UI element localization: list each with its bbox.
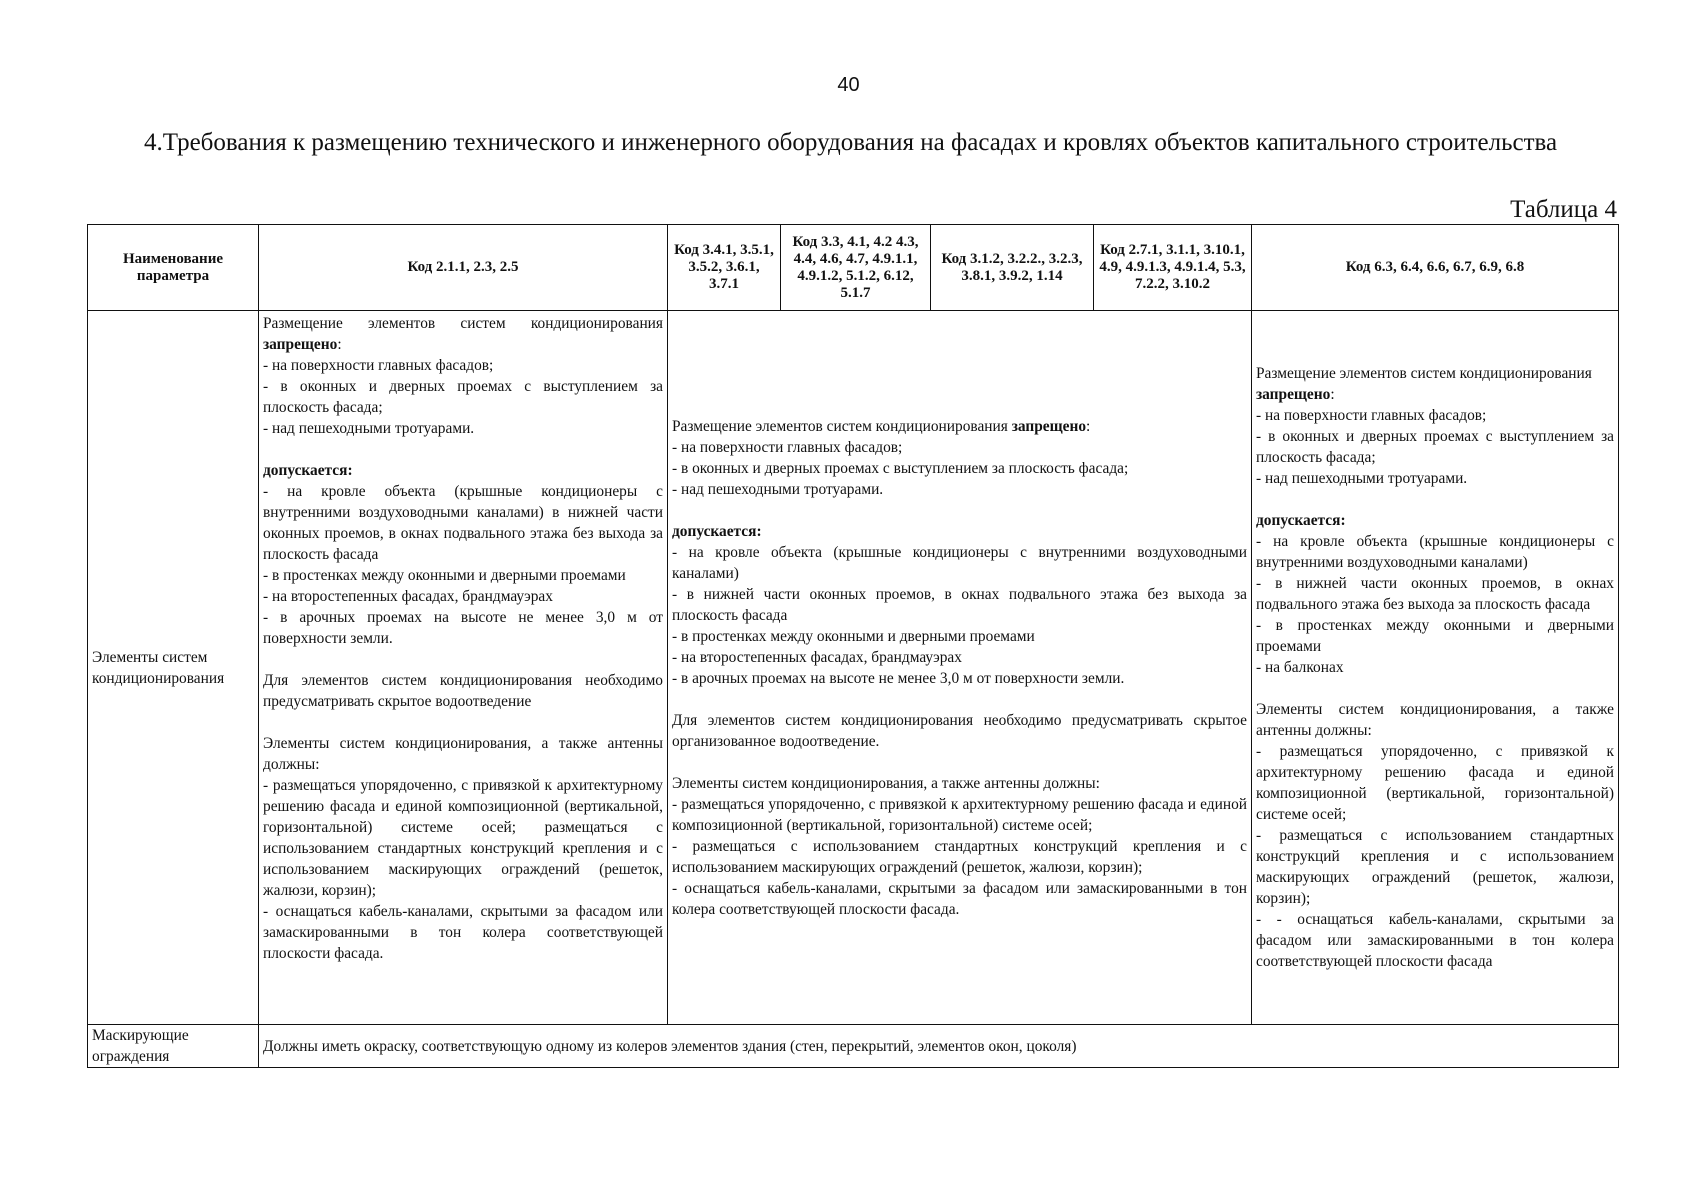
cell-masking-fences-value: Должны иметь окраску, соответствующую одному из колеров элементов здания (стен, перекрытий, элементов окон, цоколя) [259,1025,1619,1068]
text-line: - размещаться упорядоченно, с привязкой к архитектурному решению фасада и единой композиционной (вертикальной, горизонтальной) системе осей; размещаться с использованием стандартных конструкций крепления и с использованием маскирующих ограждений (решеток, жалюзи, корзин); [263,777,663,899]
header-code-4: Код 3.1.2, 3.2.2., 3.2.3, 3.8.1, 3.9.2, 1.14 [931,225,1094,311]
header-parameter-name: Наименование параметра [88,225,259,311]
text-line: - в простенках между оконными и дверными проемами [263,567,626,584]
text-line: Элементы систем кондиционирования, а также антенны должны: [672,774,1100,792]
text-line: Для элементов систем кондиционирования необходимо предусматривать скрытое водоотведение [263,672,663,710]
text-line: - размещаться упорядоченно, с привязкой к архитектурному решению фасада и единой композиционной (вертикальной, горизонтальной) системе осей; [672,795,1247,834]
text-line: - над пешеходными тротуарами. [672,480,884,498]
text-bold: допускается: [263,462,353,479]
header-code-2: Код 3.4.1, 3.5.1, 3.5.2, 3.6.1, 3.7.1 [668,225,781,311]
text-line: - над пешеходными тротуарами. [263,420,475,437]
text-line: - - оснащаться кабель-каналами, скрытыми за фасадом или замаскированными в тон колера соответствующей плоскости фасада [1256,911,1614,970]
cell-code-1-requirements [259,311,668,1025]
cell-code-6-requirements [1252,311,1619,1025]
text-bold: запрещено [1011,417,1087,435]
text-line: - в оконных и дверных проемах с выступлением за плоскость фасада; [672,459,1129,477]
text-line: - на балконах [1256,659,1344,676]
text-line: Элементы систем кондиционирования, а также антенны должны: [263,735,663,773]
header-code-6: Код 6.3, 6.4, 6.6, 6.7, 6.9, 6.8 [1252,225,1619,311]
text-line: - в нижней части оконных проемов, в окнах подвального этажа без выхода за плоскость фасада [1256,575,1614,613]
text-line: : [1330,386,1335,403]
cell-codes-2-5-requirements [668,311,1252,1025]
text-line: - оснащаться кабель-каналами, скрытыми за фасадом или замаскированными в тон колера соответствующей плоскости фасада. [672,879,1247,918]
section-title: 4.Требования к размещению технического и инженерного оборудования на фасадах и кровлях объектов капитального строительства [144,129,1558,156]
text-line: - на поверхности главных фасадов; [1256,407,1487,424]
text-line: - оснащаться кабель-каналами, скрытыми за фасадом или замаскированными в тон колера соответствующей плоскости фасада. [263,903,663,962]
text-line: - на кровле объекта (крышные кондиционеры с внутренними воздуховодными каналами) в нижней части оконных проемов, в окнах подвального этажа без выхода за плоскость фасада [263,483,663,563]
header-code-1: Код 2.1.1, 2.3, 2.5 [259,225,668,311]
text-line: - на кровле объекта (крышные кондиционеры с внутренними воздуховодными каналами) [672,543,1247,582]
text-line: Размещение элементов систем кондиционирования [263,315,663,332]
text-line: - в арочных проемах на высоте не менее 3,0 м от поверхности земли. [263,609,663,647]
table-row-masking-fences [88,1025,1619,1068]
requirements-table [87,224,1619,1068]
text-line: : [1086,417,1091,435]
text-line: - размещаться упорядоченно, с привязкой к архитектурному решению фасада и единой композиционной (вертикальной, горизонтальной) системе осей; [1256,743,1614,823]
page-number: 40 [837,74,860,96]
text-line: - на поверхности главных фасадов; [263,357,494,374]
text-line: Для элементов систем кондиционирования необходимо предусматривать скрытое организованное водоотведение. [672,711,1247,750]
row-name-air-conditioning: Элементы систем кондиционирования [88,311,259,1025]
text-line: - размещаться с использованием стандартных конструкций крепления и с использованием маскирующих ограждений (решеток, жалюзи, корзин); [1256,827,1614,907]
table-header-row [88,225,1619,311]
table-row-air-conditioning [88,311,1619,1025]
text-line: : [337,336,342,353]
text-line: - размещаться с использованием стандартных конструкций крепления и с использованием маскирующих ограждений (решеток, жалюзи, корзин); [672,837,1247,876]
text-line: Размещение элементов систем кондиционирования [1256,365,1592,382]
text-line: - в простенках между оконными и дверными проемами [1256,617,1614,655]
table-caption: Таблица 4 [1510,196,1617,223]
text-line: - на кровле объекта (крышные кондиционеры с внутренними воздуховодными каналами) [1256,533,1614,571]
text-bold: допускается: [672,522,762,540]
text-line: - над пешеходными тротуарами. [1256,470,1468,487]
text-line: - в оконных и дверных проемах с выступлением за плоскость фасада; [1256,428,1614,466]
text-bold: допускается: [1256,512,1346,529]
text-line: - в простенках между оконными и дверными проемами [672,627,1035,645]
text-line: Размещение элементов систем кондиционирования [672,417,1012,435]
text-bold: запрещено [263,336,338,353]
row-name-masking-fences: Маскирующие ограждения [88,1025,259,1068]
text-line: - в нижней части оконных проемов, в окнах подвального этажа без выхода за плоскость фасада [672,585,1247,624]
text-line: - в оконных и дверных проемах с выступлением за плоскость фасада; [263,378,663,416]
text-line: - в арочных проемах на высоте не менее 3,0 м от поверхности земли. [672,669,1125,687]
text-line: - на второстепенных фасадах, брандмауэрах [672,648,962,666]
header-code-5: Код 2.7.1, 3.1.1, 3.10.1, 4.9, 4.9.1.3, 4.9.1.4, 5.3, 7.2.2, 3.10.2 [1094,225,1252,311]
text-line: - на поверхности главных фасадов; [672,438,903,456]
text-bold: запрещено [1256,386,1331,403]
text-line: - на второстепенных фасадах, брандмауэрах [263,588,553,605]
text-line: Элементы систем кондиционирования, а также антенны должны: [1256,701,1614,739]
header-code-3: Код 3.3, 4.1, 4.2 4.3, 4.4, 4.6, 4.7, 4.9.1.1, 4.9.1.2, 5.1.2, 6.12, 5.1.7 [781,225,931,311]
